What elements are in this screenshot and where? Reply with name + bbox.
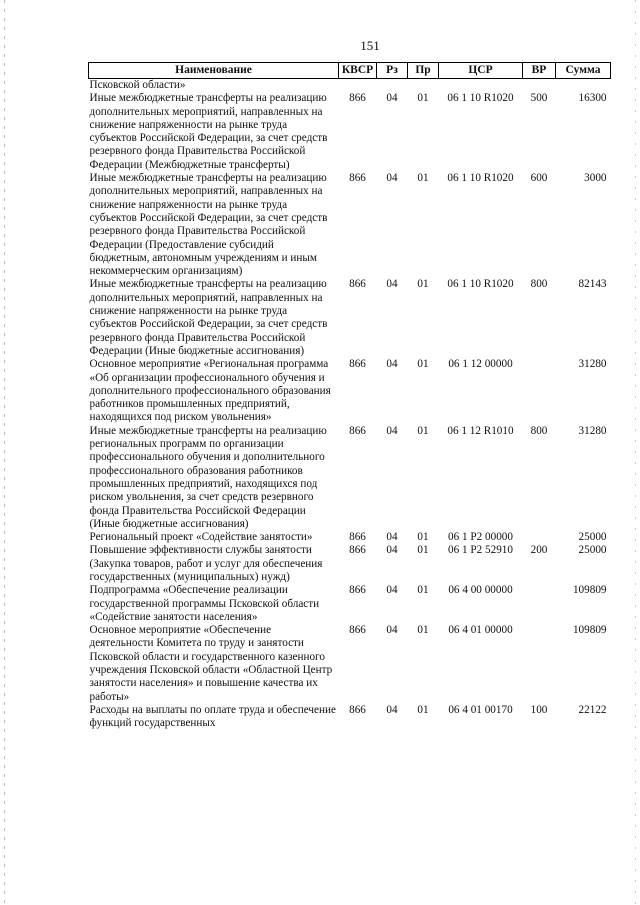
cell-sum: 16300 bbox=[578, 92, 607, 105]
cell-csr: 06 4 00 00000 bbox=[448, 584, 513, 597]
cell-vr: 500 bbox=[530, 92, 548, 105]
cell-name: Псковской области» bbox=[89, 79, 186, 91]
scan-edge-left bbox=[4, 0, 5, 905]
header-rz: Рз bbox=[377, 63, 408, 79]
cell-pr: 01 bbox=[417, 703, 429, 716]
cell-csr: 06 1 12 00000 bbox=[448, 358, 513, 371]
cell-pr: 01 bbox=[417, 358, 429, 371]
cell-name: Повышение эффективности службы занятости (Закупка товаров, работ и услуг для обеспечения государственных (муниципальных) нужд) bbox=[89, 544, 323, 583]
cell-rz: 04 bbox=[386, 703, 398, 716]
cell-rz: 04 bbox=[386, 424, 398, 437]
cell-kvsr: 866 bbox=[349, 544, 366, 557]
cell-sum: 109809 bbox=[572, 584, 607, 597]
cell-rz: 04 bbox=[386, 531, 398, 544]
cell-csr: 06 1 10 R1020 bbox=[447, 92, 514, 105]
cell-pr: 01 bbox=[417, 531, 429, 544]
cell-sum: 25000 bbox=[578, 544, 607, 557]
header-vr: ВР bbox=[523, 63, 556, 79]
table-row bbox=[89, 79, 611, 93]
cell-sum: 25000 bbox=[578, 531, 607, 544]
table-header bbox=[89, 63, 611, 79]
cell-sum: 31280 bbox=[578, 358, 607, 371]
table-row bbox=[89, 278, 611, 358]
cell-pr: 01 bbox=[417, 544, 429, 557]
cell-csr: 06 4 01 00170 bbox=[448, 703, 513, 716]
cell-pr: 01 bbox=[417, 584, 429, 597]
budget-table bbox=[88, 62, 611, 731]
cell-sum: 22122 bbox=[578, 703, 607, 716]
table-row bbox=[89, 544, 611, 584]
cell-csr: 06 1 10 R1020 bbox=[447, 172, 514, 185]
table-row bbox=[89, 172, 611, 278]
cell-name: Иные межбюджетные трансферты на реализацию дополнительных мероприятий, направленных на снижение напряженности на рынке труда субъектов Российской Федерации, за счет средств резервного фонда Правительства Российской Федерации (Иные бюджетные ассигнования) bbox=[89, 278, 328, 357]
header-sum: Сумма bbox=[556, 63, 611, 79]
cell-kvsr: 866 bbox=[349, 584, 366, 597]
scan-edge-right bbox=[635, 0, 636, 905]
cell-pr: 01 bbox=[417, 172, 429, 185]
table-row bbox=[89, 358, 611, 424]
cell-sum: 3000 bbox=[584, 172, 607, 185]
cell-kvsr: 866 bbox=[349, 358, 366, 371]
cell-kvsr: 866 bbox=[349, 278, 366, 291]
cell-rz: 04 bbox=[386, 584, 398, 597]
cell-csr: 06 4 01 00000 bbox=[448, 624, 513, 637]
cell-sum bbox=[556, 79, 611, 93]
header-pr: Пр bbox=[408, 63, 439, 79]
table-row bbox=[89, 704, 611, 731]
header-name: Наименование bbox=[89, 63, 339, 79]
header-kvsr: КВСР bbox=[339, 63, 377, 79]
cell-rz: 04 bbox=[386, 92, 398, 105]
cell-name: Основное мероприятие «Региональная программа «Об организации профессионального обучения и дополнительного профессионального образования работников промышленных предприятий, находящихся под риском увольнения» bbox=[89, 358, 331, 424]
cell-name: Иные межбюджетные трансферты на реализацию региональных программ по организации профессионального обучения и дополнительного профессионального образования работников промышленных предприятий, находящихся под риском увольнения, за счет средств резервного фонда Правительства Российской Федерации (Иные бюджетные ассигнования) bbox=[89, 424, 327, 530]
cell-vr bbox=[523, 79, 556, 93]
cell-csr: 06 1 P2 52910 bbox=[448, 544, 513, 557]
cell-name: Основное мероприятие «Обеспечение деятельности Комитета по труду и занятости Псковской области и государственного казенного учреждения Псковской области «Областной Центр занятости населения» и повышение качества их работы» bbox=[89, 624, 333, 703]
cell-rz: 04 bbox=[386, 544, 398, 557]
cell-rz: 04 bbox=[386, 624, 398, 637]
cell-pr: 01 bbox=[417, 278, 429, 291]
table-body bbox=[89, 79, 611, 731]
cell-sum: 31280 bbox=[578, 424, 607, 437]
cell-vr: 800 bbox=[530, 278, 548, 291]
cell-kvsr: 866 bbox=[349, 624, 366, 637]
cell-pr: 01 bbox=[417, 92, 429, 105]
cell-pr: 01 bbox=[417, 424, 429, 437]
cell-pr: 01 bbox=[417, 624, 429, 637]
cell-sum: 109809 bbox=[572, 624, 607, 637]
cell-name: Расходы на выплаты по оплате труда и обеспечение функций государственных bbox=[89, 703, 336, 730]
cell-rz: 04 bbox=[386, 172, 398, 185]
cell-kvsr: 866 bbox=[349, 424, 366, 437]
cell-vr: 100 bbox=[530, 703, 548, 716]
cell-vr bbox=[523, 584, 556, 624]
cell-vr: 800 bbox=[530, 424, 548, 437]
cell-kvsr: 866 bbox=[349, 92, 366, 105]
cell-rz: 04 bbox=[386, 278, 398, 291]
table-row bbox=[89, 425, 611, 531]
cell-vr bbox=[523, 358, 556, 424]
header-csr: ЦСР bbox=[439, 63, 523, 79]
cell-csr: 06 1 12 R1010 bbox=[447, 424, 514, 437]
cell-vr: 200 bbox=[530, 544, 548, 557]
cell-kvsr bbox=[339, 79, 377, 93]
cell-csr: 06 1 P2 00000 bbox=[448, 531, 513, 544]
cell-csr bbox=[439, 79, 523, 93]
cell-name: Подпрограмма «Обеспечение реализации государственной программы Псковской области «Содействие занятости населения» bbox=[89, 584, 320, 623]
cell-kvsr: 866 bbox=[349, 703, 366, 716]
table-row bbox=[89, 584, 611, 624]
cell-sum: 82143 bbox=[578, 278, 607, 291]
cell-csr: 06 1 10 R1020 bbox=[447, 278, 514, 291]
cell-pr bbox=[408, 79, 439, 93]
cell-kvsr: 866 bbox=[349, 172, 366, 185]
cell-vr bbox=[523, 624, 556, 704]
cell-name: Иные межбюджетные трансферты на реализацию дополнительных мероприятий, направленных на снижение напряженности на рынке труда субъектов Российской Федерации, за счет средств резервного фонда Правительства Российской Федерации (Предоставление субсидий бюджетным, автономным учреждениям и иным некоммерческим организациям) bbox=[89, 172, 328, 278]
cell-vr bbox=[523, 531, 556, 544]
table-row bbox=[89, 531, 611, 544]
cell-rz bbox=[377, 79, 408, 93]
table-row bbox=[89, 92, 611, 172]
cell-rz: 04 bbox=[386, 358, 398, 371]
cell-vr: 600 bbox=[530, 172, 548, 185]
cell-kvsr: 866 bbox=[349, 531, 366, 544]
cell-name: Иные межбюджетные трансферты на реализацию дополнительных мероприятий, направленных на снижение напряженности на рынке труда субъектов Российской Федерации, за счет средств резервного фонда Правительства Российской Федерации (Межбюджетные трансферты) bbox=[89, 92, 328, 171]
cell-name: Региональный проект «Содействие занятости» bbox=[89, 531, 313, 544]
table-row bbox=[89, 624, 611, 704]
page-number: 151 bbox=[360, 38, 380, 53]
